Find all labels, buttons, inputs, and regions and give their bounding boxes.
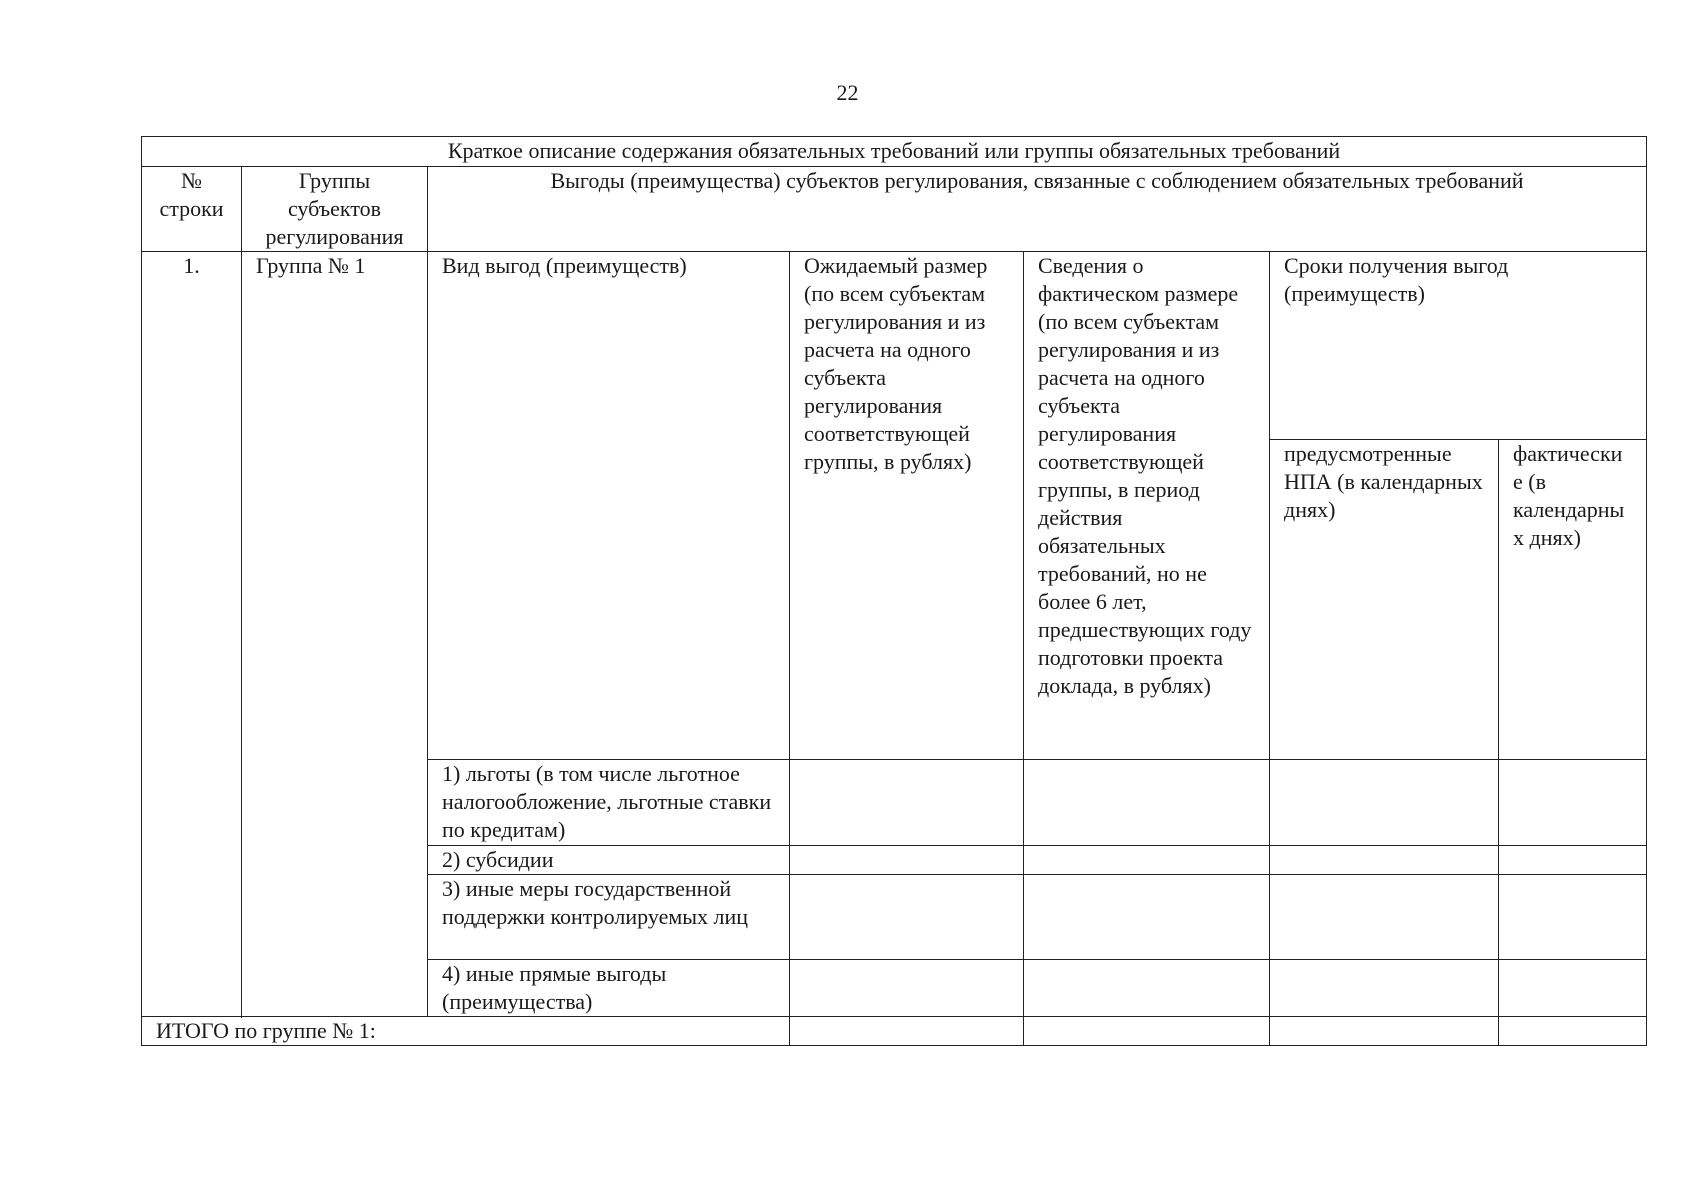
page-number: 22 xyxy=(836,80,859,105)
benefit-row-1: 1) льготы (в том числе льготное налогообложение, льготные ставки по кредитам) xyxy=(428,760,790,846)
empty-cell xyxy=(1499,960,1647,1017)
col-benefits-header: Выгоды (преимущества) субъектов регулирования, связанные с соблюдением обязательных требований xyxy=(428,167,1647,252)
empty-cell xyxy=(1024,760,1270,846)
total-label: ИТОГО по группе № 1: xyxy=(142,1017,790,1046)
empty-cell xyxy=(1024,846,1270,875)
expected-size-header: Ожидаемый размер (по всем субъектам регулирования и из расчета на одного субъекта регулирования соответствующей группы, в рублях) xyxy=(790,252,1024,760)
empty-cell xyxy=(790,1017,1024,1046)
benefit-row-3: 3) иные меры государственной поддержки контролируемых лиц xyxy=(428,875,790,960)
empty-cell xyxy=(1024,1017,1270,1046)
empty-cell xyxy=(790,760,1024,846)
terms-actual-header: фактические (в календарных днях) xyxy=(1499,440,1647,760)
group-name: Группа № 1 xyxy=(242,252,428,1017)
empty-cell xyxy=(1499,1017,1647,1046)
actual-size-header: Сведения о фактическом размере (по всем субъектам регулирования и из расчета на одного субъекта регулирования соответствующей группы, в период действия обязательных требований, но не более 6 лет, предшествующих году подготовки проекта доклада, в рублях) xyxy=(1024,252,1270,760)
terms-header: Сроки получения выгод (преимуществ) xyxy=(1270,252,1647,440)
empty-cell xyxy=(790,846,1024,875)
empty-cell xyxy=(1270,960,1499,1017)
benefit-type-header: Вид выгод (преимуществ) xyxy=(428,252,790,760)
benefit-row-4: 4) иные прямые выгоды (преимущества) xyxy=(428,960,790,1017)
terms-planned-header: предусмотренные НПА (в календарных днях) xyxy=(1270,440,1499,760)
empty-cell xyxy=(790,960,1024,1017)
empty-cell xyxy=(1270,1017,1499,1046)
benefit-row-2: 2) субсидии xyxy=(428,846,790,875)
empty-cell xyxy=(1024,875,1270,960)
col-row-number-header: № строки xyxy=(142,167,242,252)
benefits-table xyxy=(141,136,1647,1046)
table-title: Краткое описание содержания обязательных требований или группы обязательных требований xyxy=(142,137,1647,167)
empty-cell xyxy=(1024,960,1270,1017)
col-groups-header: Группы субъектов регулирования xyxy=(242,167,428,252)
row-number: 1. xyxy=(142,252,242,1017)
empty-cell xyxy=(790,875,1024,960)
empty-cell xyxy=(1499,875,1647,960)
empty-cell xyxy=(1499,846,1647,875)
empty-cell xyxy=(1499,760,1647,846)
empty-cell xyxy=(1270,846,1499,875)
empty-cell xyxy=(1270,760,1499,846)
empty-cell xyxy=(1270,875,1499,960)
